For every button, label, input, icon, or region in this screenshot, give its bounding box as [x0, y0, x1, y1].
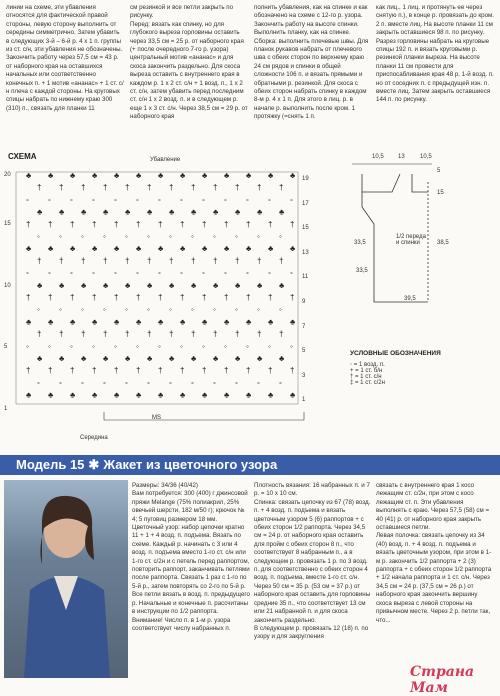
chart-stitch-mark: ♣: [136, 390, 142, 400]
chart-stitch-mark: ♣: [136, 171, 142, 180]
chart-stitch-mark: ♣: [125, 207, 131, 217]
chart-stitch-mark: †: [213, 183, 218, 193]
chart-stitch-mark: ♣: [48, 317, 54, 327]
chart-stitch-mark: †: [235, 329, 240, 339]
chart-stitch-mark: ◦: [279, 378, 282, 388]
chart-stitch-mark: †: [202, 219, 207, 229]
chart-stitch-mark: ♣: [59, 280, 65, 290]
chart-stitch-mark: ◦: [103, 378, 106, 388]
chart-stitch-mark: ◦: [136, 341, 139, 351]
chart-stitch-mark: ◦: [158, 341, 161, 351]
chart-stitch-mark: ◦: [26, 341, 29, 351]
chart-stitch-mark: ♣: [48, 244, 54, 254]
chart-stitch-mark: ♣: [213, 354, 219, 363]
chart-stitch-mark: ♣: [147, 354, 153, 363]
chart-stitch-mark: †: [147, 256, 152, 266]
chart-stitch-mark: †: [202, 293, 207, 302]
chart-stitch-mark: ♣: [81, 280, 87, 290]
chart-stitch-mark: †: [92, 293, 97, 302]
right-row-number: 9: [302, 299, 306, 305]
chart-stitch-mark: †: [158, 219, 163, 229]
chart-stitch-mark: ♣: [257, 207, 263, 217]
chart-stitch-mark: ◦: [213, 305, 216, 315]
chart-stitch-mark: †: [268, 366, 273, 376]
chart-stitch-mark: ♣: [246, 244, 252, 254]
chart-stitch-mark: ◦: [147, 305, 150, 315]
chart-stitch-mark: ♣: [268, 244, 274, 254]
chart-stitch-mark: †: [114, 293, 119, 302]
chart-stitch-mark: ♣: [224, 390, 230, 400]
left-row-number: 20: [4, 172, 11, 178]
chart-stitch-mark: †: [59, 256, 64, 266]
chart-stitch-mark: †: [180, 366, 185, 376]
chart-stitch-mark: †: [246, 366, 251, 376]
chart-stitch-mark: †: [202, 366, 207, 376]
chart-stitch-mark: ♣: [224, 171, 230, 180]
chart-stitch-mark: †: [81, 329, 86, 339]
chart-stitch-mark: †: [180, 219, 185, 229]
chart-stitch-mark: ◦: [92, 195, 95, 205]
chart-stitch-mark: ♣: [246, 171, 252, 180]
chart-stitch-mark: ♣: [81, 207, 87, 217]
chart-stitch-mark: ♣: [114, 317, 120, 327]
chart-stitch-mark: ♣: [202, 244, 208, 254]
chart-stitch-mark: †: [224, 366, 229, 376]
chart-stitch-mark: †: [26, 293, 31, 302]
chart-stitch-mark: ◦: [202, 195, 205, 205]
chart-stitch-mark: ♣: [290, 171, 296, 180]
chart-stitch-mark: ◦: [268, 268, 271, 278]
chart-stitch-mark: †: [103, 256, 108, 266]
chart-stitch-mark: ♣: [202, 390, 208, 400]
chart-stitch-mark: ♣: [92, 317, 98, 327]
diagram-outline-left: [362, 192, 428, 302]
legend-item: † = 1 ст. с/н: [350, 374, 382, 380]
chart-stitch-mark: †: [48, 219, 53, 229]
chart-stitch-mark: †: [224, 219, 229, 229]
chart-stitch-mark: †: [92, 219, 97, 229]
chart-stitch-mark: †: [70, 219, 75, 229]
chart-stitch-mark: ◦: [290, 268, 293, 278]
watermark-logo: Страна Мам: [410, 664, 475, 696]
chart-stitch-mark: ♣: [37, 354, 43, 363]
top-text-col1: линии на схеме, эти убавления относятся для фактической правой стороны, левую сторону выполнить от середины симметрично. Затем убавить в следующих 3-й – 6-й р. 4 х 1 п. группы из ст. с/н, эти убавления не обозначены. Закончить работу через 57,5 см = 43 р. от наборного края на оставшихся начальных или соответственно конечных п. + 1 мотив «ананас» + 1 ст. с/н плеча с каждой стороны. На круговых спицы набрать по нижнему краю 300 (310) п., связать для планки 11: [6, 4, 124, 112]
chart-stitch-mark: ♣: [114, 390, 120, 400]
chart-stitch-mark: ◦: [70, 341, 73, 351]
chart-stitch-mark: ◦: [202, 268, 205, 278]
chart-stitch-mark: ◦: [246, 195, 249, 205]
diagram-width-3: 10,5: [420, 154, 432, 160]
chart-stitch-mark: ◦: [213, 378, 216, 388]
chart-stitch-mark: ♣: [37, 207, 43, 217]
banner-model: Модель 15: [16, 457, 85, 472]
chart-stitch-mark: ◦: [125, 232, 128, 241]
legend-symbol-icon: ‡: [350, 380, 356, 386]
chart-stitch-mark: †: [257, 256, 262, 266]
chart-stitch-mark: ♣: [114, 171, 120, 180]
schema-title: СХЕМА: [8, 152, 37, 161]
legend-item: ‡ = 1 ст. с/2н: [350, 380, 385, 386]
chart-stitch-mark: ♣: [246, 390, 252, 400]
chart-stitch-mark: ◦: [279, 232, 282, 241]
chart-stitch-mark: †: [59, 183, 64, 193]
chart-stitch-mark: ♣: [279, 280, 285, 290]
chart-stitch-mark: ◦: [114, 268, 117, 278]
chart-stitch-mark: †: [147, 183, 152, 193]
chart-stitch-mark: ♣: [268, 390, 274, 400]
chart-stitch-mark: ◦: [268, 195, 271, 205]
chart-stitch-mark: †: [246, 293, 251, 302]
diagram-bottom-left-label: 33,5: [356, 268, 368, 274]
chart-stitch-mark: ♣: [180, 244, 186, 254]
chart-stitch-mark: ♣: [125, 280, 131, 290]
chart-marks: [26, 171, 296, 400]
top-text-col3: полнить убавления, как на спинке и как обозначено на схеме с 12-го р. узора. Закончить работу на высоте спинки. Выполнить планку, как на спинке. Сборка: выполнить плечевые швы. Для планок рукавов набрать от плечевого шва с обеих сторон по верхнему краю 24 см рядов и спинки в общей сложности 106 п. и вязать прямыми и обратными р. резинкой. Для скоса с обеих сторон набрать спинку в каждом 8-м р. 4 х 1 п. Для этого в лиц. р. в начале р. выполнить после кром. 1 протяжку (=снять 1 п.: [254, 4, 369, 121]
chart-stitch-mark: ◦: [136, 195, 139, 205]
banner-title: Жакет из цветочного узора: [103, 457, 278, 472]
top-text-col4: как лиц., 1 лиц. и протянуть ее через снятую п.), в конце р. провязать до кром. 2 п. вместе лиц. На высоте планки 11 см закрыть оставшиеся 98 п. по рисунку. Разрез горловины набрать на круговые спицы 192 п. и вязать круговыми р. резинкой планки выреза. На высоте планки 11 см провести для приспосабливания края 48 р. 1-й возд. п. но от соседних п. с предыдущей изн. п. вместе лиц. Затем закрыть оставшиеся 144 п. по рисунку.: [376, 4, 494, 104]
diagram-neck: [362, 174, 400, 192]
chart-stitch-mark: ♣: [257, 354, 263, 363]
chart-stitch-mark: †: [290, 293, 295, 302]
chart-stitch-mark: ◦: [48, 195, 51, 205]
chart-stitch-mark: †: [268, 293, 273, 302]
chart-stitch-mark: ◦: [180, 341, 183, 351]
chart-stitch-mark: ◦: [26, 195, 29, 205]
chart-stitch-mark: †: [169, 329, 174, 339]
chart-stitch-mark: ♣: [70, 171, 76, 180]
chart-stitch-mark: †: [103, 329, 108, 339]
chart-stitch-mark: ♣: [224, 317, 230, 327]
diagram-right-3: 38,5: [437, 240, 449, 246]
chart-stitch-mark: ♣: [290, 317, 296, 327]
chart-stitch-mark: ◦: [158, 268, 161, 278]
chart-stitch-mark: ♣: [279, 207, 285, 217]
chart-stitch-mark: †: [279, 329, 284, 339]
chart-stitch-mark: ♣: [147, 207, 153, 217]
chart-stitch-mark: ◦: [257, 232, 260, 241]
chart-stitch-mark: ◦: [169, 305, 172, 315]
chart-stitch-mark: ♣: [290, 390, 296, 400]
model-banner: [0, 455, 500, 475]
chart-stitch-mark: †: [59, 329, 64, 339]
chart-stitch-mark: †: [213, 256, 218, 266]
chart-stitch-mark: †: [92, 366, 97, 376]
chart-stitch-mark: ◦: [37, 378, 40, 388]
legend-title: УСЛОВНЫЕ ОБОЗНАЧЕНИЯ: [350, 350, 441, 357]
chart-stitch-mark: †: [224, 293, 229, 302]
chart-stitch-mark: ♣: [268, 317, 274, 327]
chart-stitch-mark: ♣: [26, 244, 32, 254]
chart-stitch-mark: †: [213, 329, 218, 339]
bottom-text-col2: Плотность вязания: 16 набранных п. и 7 р. = 10 х 10 см. Спинка: связать цепочку из 67 (78) возд. п. + 4 возд. п. подъема и вязать цветочным узором 5 (6) раппортов + с обеих сторон 1/2 раппорта. Через 34,5 см = 24 р. от наборного края оставить для пройм с обеих сторон 8 п., что соответствует 8 набранным п., а в следующем р. провязать 1 р. по 3 возд. п. для соответственно с обеих сторон 4 возд. п. подъема, вместе 1-го ст. с/н. Через 50 см = 35 р. (53 см = 37 р.) от наборного края оставить для горловины средние 35 п., что соответствует 13 см или 21 набранной п. и для скоса закончить раздельно. В следующем р. провязать 12 (18) п. по узору и для закругления: [254, 482, 371, 641]
right-row-number: 1: [302, 397, 306, 404]
chart-stitch-mark: ♣: [92, 171, 98, 180]
crochet-chart: [4, 164, 330, 449]
chart-stitch-mark: †: [268, 219, 273, 229]
chart-stitch-mark: ♣: [125, 354, 131, 363]
chart-stitch-mark: †: [48, 366, 53, 376]
legend-item: + = 1 ст. б/н: [350, 368, 383, 374]
chart-stitch-mark: ♣: [114, 244, 120, 254]
chart-stitch-mark: †: [290, 219, 295, 229]
chart-stitch-mark: ◦: [235, 232, 238, 241]
chart-stitch-mark: ♣: [70, 244, 76, 254]
legend-symbol-icon: ◦: [350, 362, 354, 368]
right-row-number: 5: [302, 348, 306, 355]
chart-stitch-mark: ♣: [147, 280, 153, 290]
chart-stitch-mark: ◦: [37, 305, 40, 315]
chart-stitch-mark: ◦: [59, 232, 62, 241]
right-row-number: 17: [302, 200, 309, 207]
chart-stitch-mark: ◦: [37, 232, 40, 241]
bottom-text-col3: связать с внутреннего края 1 косо лежащим ст. с/2н, при этом с косо лежащим ст. п. Эти убавления выполнять с краю. Через 57,5 (58) см = 40 (41) р. от наборного края закрыть оставшиеся петли. Левая полочка: связать цепочку из 34 (40) возд. п. + 4 возд. п. подъема и вязать цветочным узором, при этом в 1-м р. закончить 1/2 раппорта + 2 (3) раппорта + с обеих сторон 1/2 раппорта + 1/2 начала раппорта и 1 ст. с/н. Через 34,5 см = 24 р. (37,5 см = 26 р.) от наборного края закончить вершину скоса выреза с левой стороны на привычном месте. Через 2 р. петли так, что...: [376, 482, 492, 624]
chart-stitch-mark: ♣: [235, 354, 241, 363]
chart-stitch-mark: ♣: [169, 207, 175, 217]
chart-stitch-mark: †: [48, 293, 53, 302]
chart-stitch-mark: ◦: [114, 195, 117, 205]
chart-stitch-mark: ◦: [213, 232, 216, 241]
chart-stitch-mark: †: [235, 256, 240, 266]
chart-stitch-mark: ♣: [191, 207, 197, 217]
model-photo: [4, 480, 128, 678]
chart-stitch-mark: †: [158, 366, 163, 376]
chart-stitch-mark: ◦: [26, 268, 29, 278]
diagram-bottom-label: 39,5: [404, 296, 416, 302]
chart-stitch-mark: ♣: [158, 390, 164, 400]
chart-stitch-mark: ♣: [180, 317, 186, 327]
legend-item: ◦ = 1 возд. п.: [350, 362, 385, 368]
legend-symbol-icon: +: [350, 368, 356, 374]
chart-stitch-mark: ◦: [147, 232, 150, 241]
left-row-number: 10: [4, 282, 11, 289]
chart-stitch-mark: ♣: [158, 171, 164, 180]
chart-stitch-mark: ◦: [224, 268, 227, 278]
chart-stitch-mark: †: [81, 256, 86, 266]
chart-stitch-mark: ♣: [202, 171, 208, 180]
chart-stitch-mark: †: [26, 219, 31, 229]
chart-stitch-mark: ♣: [26, 390, 32, 400]
star-icon: ✱: [88, 457, 100, 472]
chart-stitch-mark: ◦: [103, 232, 106, 241]
chart-stitch-mark: ♣: [70, 317, 76, 327]
chart-stitch-mark: ◦: [48, 268, 51, 278]
chart-stitch-mark: ♣: [246, 317, 252, 327]
chart-stitch-mark: †: [26, 366, 31, 376]
chart-stitch-mark: †: [257, 183, 262, 193]
right-row-number: 13: [302, 249, 309, 256]
chart-stitch-mark: ◦: [246, 268, 249, 278]
chart-stitch-mark: †: [191, 329, 196, 339]
chart-stitch-mark: †: [70, 293, 75, 302]
chart-stitch-mark: †: [279, 183, 284, 193]
chart-stitch-mark: ♣: [158, 317, 164, 327]
chart-stitch-mark: ◦: [158, 195, 161, 205]
chart-stitch-mark: †: [257, 329, 262, 339]
chart-stitch-mark: ♣: [92, 390, 98, 400]
right-row-number: 3: [302, 372, 306, 379]
diagram-half-label: 1/2 переда и спинки: [396, 234, 426, 246]
chart-stitch-mark: ♣: [48, 390, 54, 400]
chart-stitch-mark: †: [114, 219, 119, 229]
chart-stitch-mark: †: [37, 329, 42, 339]
chart-stitch-mark: ♣: [169, 280, 175, 290]
diagram-outline-top: [412, 174, 428, 192]
chart-stitch-mark: ♣: [136, 317, 142, 327]
chart-stitch-mark: ◦: [92, 341, 95, 351]
chart-stitch-mark: †: [147, 329, 152, 339]
right-row-number: 11: [302, 274, 309, 281]
chart-stitch-mark: †: [191, 256, 196, 266]
chart-stitch-mark: ◦: [125, 305, 128, 315]
chart-stitch-mark: ◦: [169, 378, 172, 388]
chart-stitch-mark: †: [169, 256, 174, 266]
chart-stitch-mark: †: [235, 183, 240, 193]
diagram-right-1: 5: [437, 168, 441, 174]
chart-stitch-mark: ◦: [191, 305, 194, 315]
diagram-side-label: 33,5: [354, 240, 366, 246]
chart-stitch-mark: ◦: [70, 268, 73, 278]
chart-stitch-mark: ♣: [26, 317, 32, 327]
chart-stitch-mark: ◦: [59, 305, 62, 315]
chart-stitch-mark: ♣: [59, 354, 65, 363]
chart-stitch-mark: ◦: [235, 305, 238, 315]
chart-stitch-mark: ◦: [59, 378, 62, 388]
chart-stitch-mark: †: [114, 366, 119, 376]
chart-stitch-mark: ◦: [136, 268, 139, 278]
chart-stitch-mark: ◦: [48, 341, 51, 351]
chart-stitch-mark: ◦: [180, 268, 183, 278]
chart-stitch-mark: ◦: [257, 305, 260, 315]
chart-stitch-mark: ♣: [235, 207, 241, 217]
chart-stitch-mark: †: [125, 256, 130, 266]
chart-stitch-mark: ◦: [290, 195, 293, 205]
schema-ms-label: MS: [152, 415, 161, 421]
pattern-diagram: [332, 152, 497, 342]
chart-stitch-mark: ♣: [235, 280, 241, 290]
chart-stitch-mark: ◦: [202, 341, 205, 351]
schema-bottom-label: Середина: [80, 435, 108, 441]
chart-stitch-mark: ♣: [158, 244, 164, 254]
chart-stitch-mark: ♣: [224, 244, 230, 254]
chart-stitch-mark: ♣: [191, 280, 197, 290]
chart-stitch-mark: ♣: [70, 390, 76, 400]
chart-stitch-mark: ◦: [191, 232, 194, 241]
chart-stitch-mark: †: [169, 183, 174, 193]
chart-stitch-mark: †: [81, 183, 86, 193]
chart-stitch-mark: ♣: [202, 317, 208, 327]
chart-stitch-mark: ◦: [235, 378, 238, 388]
chart-stitch-mark: ◦: [81, 232, 84, 241]
chart-stitch-mark: †: [125, 183, 130, 193]
chart-stitch-mark: ◦: [81, 305, 84, 315]
chart-stitch-mark: ◦: [224, 195, 227, 205]
left-row-number: 5: [4, 344, 8, 351]
left-row-number: 1: [4, 405, 8, 412]
chart-stitch-mark: ◦: [70, 195, 73, 205]
chart-stitch-mark: ◦: [125, 378, 128, 388]
chart-stitch-mark: †: [37, 256, 42, 266]
chart-stitch-mark: †: [136, 219, 141, 229]
diagram-right-2: 15: [437, 190, 444, 196]
right-row-number: 15: [302, 225, 309, 232]
legend: [350, 362, 385, 386]
chart-ms-bracket: [104, 412, 304, 420]
chart-stitch-mark: ♣: [268, 171, 274, 180]
chart-stitch-mark: ◦: [169, 232, 172, 241]
chart-stitch-mark: ♣: [103, 207, 109, 217]
chart-stitch-mark: ◦: [147, 378, 150, 388]
left-row-number: 15: [4, 221, 11, 228]
chart-stitch-mark: ♣: [103, 354, 109, 363]
chart-stitch-mark: †: [70, 366, 75, 376]
chart-stitch-mark: ◦: [290, 341, 293, 351]
chart-stitch-mark: ♣: [37, 280, 43, 290]
top-text-col2: см резинкой и все петли закрыть по рисунку. Перед: вязать как спинку, но для глубокого выреза горловины оставить через 33,5 см = 25 р. от наборного края (+ после очередного 7-го р. узора) центральный мотив «ананас» и для скоса закончить раздельно. Для скоса выреза оставить с внутреннего края в каждом р. 1 х 2 ст. с/н + 1 возд. п., 1 х 2 ст. с/н, затем убавить перед последним ст. с/н 1 х 2 возд. п. и в следующем р. еще 1 х 3 ст. с/н. Через 38,5 см = 29 р. от наборного края: [130, 4, 248, 121]
chart-stitch-mark: ◦: [180, 195, 183, 205]
bottom-text-col1: Размеры: 34/36 (40/42) Вам потребуется: 300 (400) г джинсовой пряжи Melange (75% полиакрил, 25% овечьей шерсти, 182 м/50 г); крючок № 4; 5 пуговиц размером 18 мм. Цветочный узор: набор цепочки кратно 11 + 1 + 4 возд. п. подъема. Вязать по схеме. Каждый р. начинать с 3 или 4 возд. п. подъема вместо 1-го ст. с/н или 1-го ст. с/2н и с петель перед раппортом, повторить раппорт, заканчивать петлями после раппорта. Связать 1 раз с 1-го по 5-й р., затем повторять со 2-го по 5-й р. Все петли вязать в возд. п. предыдущего р. Начальные и конечные п. рассчитаны в инструкции по 1/2 раппорта. Внимание! Число п. в 1-м р. узора соответствует числу набранных п.: [132, 482, 250, 632]
chart-stitch-mark: †: [246, 219, 251, 229]
chart-stitch-mark: †: [180, 293, 185, 302]
chart-stitch-mark: ♣: [213, 280, 219, 290]
chart-stitch-mark: ♣: [169, 354, 175, 363]
chart-stitch-mark: †: [279, 256, 284, 266]
chart-stitch-mark: ♣: [290, 244, 296, 254]
chart-stitch-mark: ◦: [81, 378, 84, 388]
chart-stitch-mark: ♣: [180, 390, 186, 400]
chart-stitch-mark: †: [136, 366, 141, 376]
chart-stitch-mark: †: [37, 183, 42, 193]
chart-stitch-mark: ◦: [246, 341, 249, 351]
chart-stitch-mark: ♣: [279, 354, 285, 363]
chart-stitch-mark: ♣: [213, 207, 219, 217]
chart-stitch-mark: †: [125, 329, 130, 339]
schema-top-label: Убавление: [150, 157, 181, 163]
right-row-number: 7: [302, 323, 306, 330]
chart-stitch-mark: ♣: [92, 244, 98, 254]
chart-stitch-mark: ◦: [279, 305, 282, 315]
chart-stitch-mark: †: [158, 293, 163, 302]
chart-stitch-mark: ♣: [48, 171, 54, 180]
legend-symbol-icon: †: [350, 374, 356, 380]
chart-stitch-mark: ♣: [26, 171, 32, 180]
chart-stitch-mark: ◦: [257, 378, 260, 388]
chart-stitch-mark: ♣: [180, 171, 186, 180]
chart-stitch-mark: ♣: [257, 280, 263, 290]
chart-stitch-mark: ◦: [103, 305, 106, 315]
chart-stitch-mark: ♣: [136, 244, 142, 254]
chart-stitch-mark: ◦: [224, 341, 227, 351]
chart-stitch-mark: †: [290, 366, 295, 376]
chart-stitch-mark: ◦: [191, 378, 194, 388]
chart-stitch-mark: ♣: [81, 354, 87, 363]
chart-stitch-mark: ♣: [103, 280, 109, 290]
chart-stitch-mark: †: [136, 293, 141, 302]
chart-stitch-mark: †: [191, 183, 196, 193]
chart-stitch-mark: ◦: [268, 341, 271, 351]
chart-stitch-mark: ♣: [59, 207, 65, 217]
chart-stitch-mark: ♣: [191, 354, 197, 363]
chart-stitch-mark: ◦: [92, 268, 95, 278]
chart-stitch-mark: †: [103, 183, 108, 193]
model-photo-illustration: [4, 480, 128, 678]
diagram-width-1: 10,5: [372, 154, 384, 160]
chart-stitch-mark: ◦: [114, 341, 117, 351]
diagram-width-2: 13: [398, 154, 405, 160]
right-row-number: 19: [302, 176, 309, 182]
